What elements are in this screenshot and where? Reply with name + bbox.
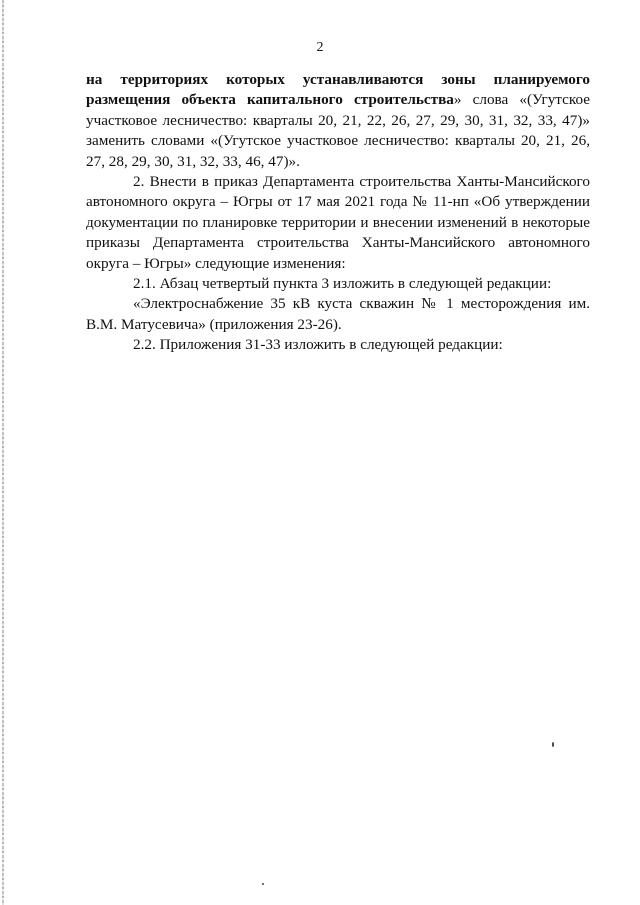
paragraph-quote: «Электроснабжение 35 кВ куста скважин № 1 месторождения им. В.М. Матусевича» (приложения 23-26).: [86, 295, 590, 333]
paragraph-item-2-1: 2.1. Абзац четвертый пункта 3 изложить в следующей редакции:: [133, 275, 552, 293]
page-number: 2: [316, 40, 324, 55]
paragraph-item-2-2: 2.2. Приложения 31-33 изложить в следующей редакции:: [133, 336, 503, 354]
scan-speck: [262, 883, 264, 885]
document-body: [86, 70, 590, 356]
paragraph-continuation: [86, 70, 590, 172]
scan-speck: [552, 742, 554, 747]
paragraph-item-2: 2. Внести в приказ Департамента строительства Ханты-Мансийского автономного округа – Югры от 17 мая 2021 года № 11-нп «Об утверждении документации по планировке территории и внесении изменений в некоторые приказы Департамента строительства Ханты-Мансийского автономного округа – Югры» следующие изменения:: [86, 173, 590, 272]
blank-page-area: [0, 360, 640, 905]
replacement-text: » слова «(Угутское участковое лесничество: кварталы 20, 21, 22, 26, 27, 29, 30, 31, 32, 33, 47)» заменить словами «(Угутское участковое лесничество: кварталы 20, 21, 26, 27, 28, 29, 30, 31, 32, 33, 46, 47)».: [86, 91, 590, 170]
bold-phrase: на территориях которых устанавливаются зоны планируемого размещения объекта капитального строительства: [86, 71, 590, 109]
